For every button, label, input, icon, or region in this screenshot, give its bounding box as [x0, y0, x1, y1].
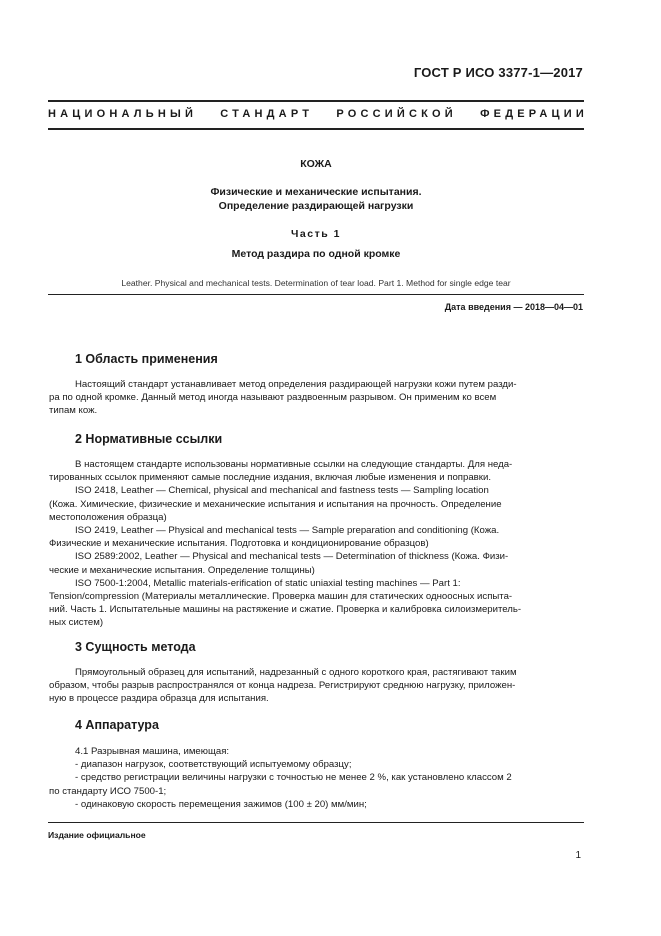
section-heading-apparatus: 4 Аппаратура [75, 718, 159, 732]
text-line: по стандарту ИСО 7500-1; [49, 785, 167, 797]
standard-code: ГОСТ Р ИСО 3377-1—2017 [413, 65, 583, 80]
text-line: - средство регистрации величины нагрузки с точностью не менее 2 %, как установлено классом 2 [75, 772, 512, 784]
text-line: ISO 2419, Leather — Physical and mechanical tests — Sample preparation and conditioning (Кожа. [75, 525, 500, 537]
text-line: 4.1 Разрывная машина, имеющая: [75, 746, 230, 757]
text-line: образом, чтобы разрыв распространялся от конца надреза. Регистрируют среднюю нагрузку, приложен- [49, 680, 516, 692]
section-body-apparatus [49, 745, 584, 811]
footer-rule [48, 822, 584, 823]
english-title: Leather. Physical and mechanical tests. Determination of tear load. Part 1. Method for single edge tear [121, 278, 511, 288]
text-line: - диапазон нагрузок, соответствующий испытуемому образцу; [75, 759, 352, 771]
text-line: Настоящий стандарт устанавливает метод определения раздирающей нагрузки кожи путем разди- [75, 379, 517, 390]
text-line: местоположения образца) [49, 511, 167, 523]
introduction-date: Дата введения — 2018—04—01 [444, 302, 583, 312]
section-body-scope [49, 378, 584, 418]
text-line: Прямоугольный образец для испытаний, надрезанный с одного короткого края, растягивают таким [75, 667, 517, 678]
title-sub-2: Определение раздирающей нагрузки [218, 200, 414, 212]
section-body-principle [49, 666, 584, 706]
part-number: Часть 1 [291, 228, 341, 240]
page-number: 1 [575, 850, 581, 861]
section-heading-references: 2 Нормативные ссылки [75, 432, 223, 446]
text-line: ISO 2418, Leather — Chemical, physical and mechanical and fastness tests — Sampling location [75, 485, 489, 497]
title-sub-1: Физические и механические испытания. [210, 186, 422, 198]
banner-rule [48, 128, 584, 130]
banner-word: РОССИЙСКОЙ [336, 108, 457, 120]
text-line: В настоящем стандарте использованы нормативные ссылки на следующие стандарты. Для неда- [75, 459, 513, 470]
banner-word: НАЦИОНАЛЬНЫЙ [48, 108, 198, 120]
part-title: Метод раздира по одной кромке [231, 248, 401, 260]
text-line: - одинаковую скорость перемещения зажимов (100 ± 20) мм/мин; [75, 798, 367, 810]
text-line: ра по одной кромке. Данный метод иногда называют раздвоенным разрывом. Он применим ко всем [49, 392, 497, 404]
section-heading-principle: 3 Сущность метода [75, 640, 196, 654]
text-line: ческие и механические испытания. Определение толщины) [49, 564, 315, 576]
title-main: КОЖА [300, 158, 332, 170]
section-body-references [49, 458, 584, 630]
top-rule [48, 100, 584, 102]
banner-word: СТАНДАРТ [220, 108, 314, 120]
text-line: ISO 2589:2002, Leather — Physical and mechanical tests — Determination of thickness (Кожа. Физи- [75, 551, 509, 563]
section-heading-scope: 1 Область применения [75, 352, 218, 366]
title-rule [48, 294, 584, 295]
text-line: типам кож. [49, 405, 98, 417]
text-line: ных систем) [49, 617, 104, 629]
national-standard-banner [48, 108, 588, 120]
text-line: Tension/compression (Материалы металлические. Проверка машин для статических одноосных испыта- [49, 591, 513, 603]
text-line: ний. Часть 1. Испытательные машины на растяжение и сжатие. Проверка и калибровка силоизмеритель- [49, 604, 522, 616]
banner-word: ФЕДЕРАЦИИ [480, 108, 588, 120]
text-line: (Кожа. Химические, физические и механические испытания и испытания на прочность. Определение [49, 498, 502, 510]
text-line: ную в процессе раздира образца для испытания. [49, 693, 269, 705]
text-line: тированных ссылок применяют самые последние издания, включая любые изменения и поправки. [49, 472, 491, 484]
text-line: ISO 7500-1:2004, Metallic materials-erification of static uniaxial testing machines — Part 1: [75, 577, 461, 589]
official-edition-label: Издание официальное [48, 830, 146, 840]
text-line: Физические и механические испытания. Подготовка и кондиционирование образцов) [49, 538, 429, 550]
